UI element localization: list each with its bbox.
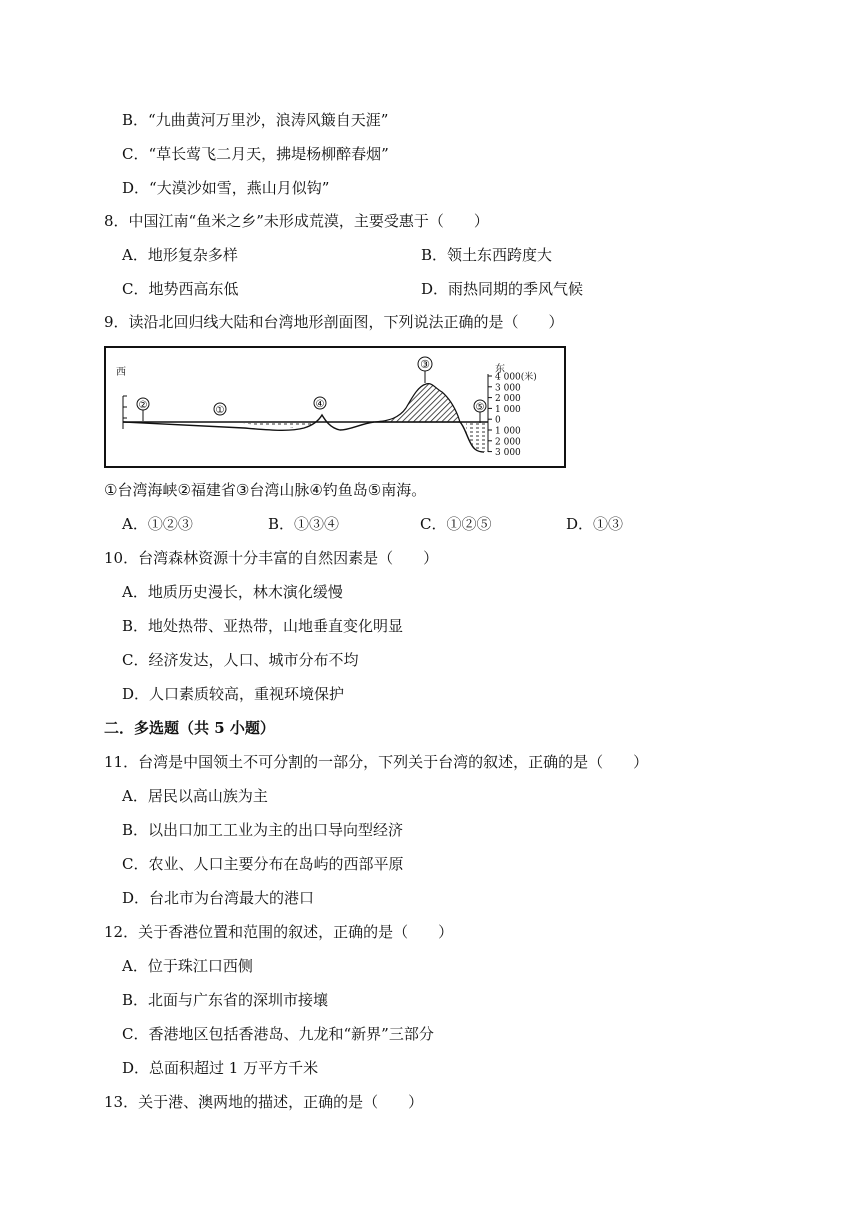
q9-legend: ①台湾海峡②福建省③台湾山脉④钓鱼岛⑤南海。 [104, 481, 427, 499]
q11-option-d: D．台北市为台湾最大的港口 [122, 889, 315, 907]
q11-option-b: B．以出口加工工业为主的出口导向型经济 [122, 821, 404, 839]
svg-text:④: ④ [315, 399, 325, 410]
q9-stem: 9．读沿北回归线大陆和台湾地形剖面图，下列说法正确的是（ ） [104, 313, 564, 331]
q12-stem: 12．关于香港位置和范围的叙述，正确的是（ ） [104, 923, 454, 941]
q11-stem: 11．台湾是中国领土不可分割的一部分，下列关于台湾的叙述，正确的是（ ） [104, 753, 649, 771]
section-title: 二．多选题（共 5 小题） [104, 719, 275, 737]
q9-option-a: A．①②③ [122, 515, 193, 533]
q9-option-c: C．①②⑤ [420, 515, 492, 533]
q8-option-b: B．领土东西跨度大 [421, 246, 553, 264]
q7-option-b: B．“九曲黄河万里沙，浪涛风簸自天涯” [122, 111, 389, 129]
svg-text:①: ① [215, 405, 225, 416]
q12-option-b: B．北面与广东省的深圳市接壤 [122, 991, 329, 1009]
q10-stem: 10．台湾森林资源十分丰富的自然因素是（ ） [104, 549, 439, 567]
q10-option-d: D．人口素质较高，重视环境保护 [122, 685, 345, 703]
q9-option-b: B．①③④ [268, 515, 340, 533]
marker-1 [214, 403, 226, 416]
svg-text:②: ② [138, 400, 148, 411]
terrain-profile-figure [104, 346, 566, 468]
marker-4 [314, 397, 326, 410]
q8-option-a: A．地形复杂多样 [122, 246, 238, 264]
scale-tick-label: 2 000 [495, 394, 521, 405]
q8-option-c: C．地势西高东低 [122, 280, 239, 298]
scale-tick-label: 4 000(米) [495, 372, 537, 383]
q12-option-a: A．位于珠江口西侧 [122, 957, 253, 975]
q12-option-d: D．总面积超过 1 万平方千米 [122, 1059, 319, 1077]
q8-option-d: D．雨热同期的季风气候 [421, 280, 584, 298]
q10-option-c: C．经济发达，人口、城市分布不均 [122, 651, 359, 669]
q11-option-c: C．农业、人口主要分布在岛屿的西部平原 [122, 855, 404, 873]
q11-option-a: A．居民以高山族为主 [122, 787, 268, 805]
q13-stem: 13．关于港、澳两地的描述，正确的是（ ） [104, 1093, 424, 1111]
svg-text:⑤: ⑤ [475, 402, 485, 413]
q7-option-d: D．“大漠沙如雪，燕山月似钩” [122, 179, 330, 197]
east-label: 东 [495, 364, 505, 375]
svg-text:③: ③ [420, 358, 430, 371]
q12-option-c: C．香港地区包括香港岛、九龙和“新界”三部分 [122, 1025, 434, 1043]
scale-tick-label: 2 000 [495, 437, 521, 448]
q8-stem: 8．中国江南“鱼米之乡”未形成荒漠，主要受惠于（ ） [104, 212, 489, 230]
scale-tick-label: 0 [495, 415, 501, 426]
scale-tick-label: 3 000 [495, 448, 521, 459]
q10-option-a: A．地质历史漫长，林木演化缓慢 [122, 583, 343, 601]
q10-option-b: B．地处热带、亚热带，山地垂直变化明显 [122, 617, 404, 635]
q9-option-d: D．①③ [566, 515, 624, 533]
q7-option-c: C．“草长莺飞二月天，拂堤杨柳醉春烟” [122, 145, 389, 163]
scale-tick-label: 3 000 [495, 383, 521, 394]
scale-tick-label: 1 000 [495, 404, 521, 415]
west-label: 西 [116, 367, 126, 378]
scale-tick-label: 1 000 [495, 426, 521, 437]
